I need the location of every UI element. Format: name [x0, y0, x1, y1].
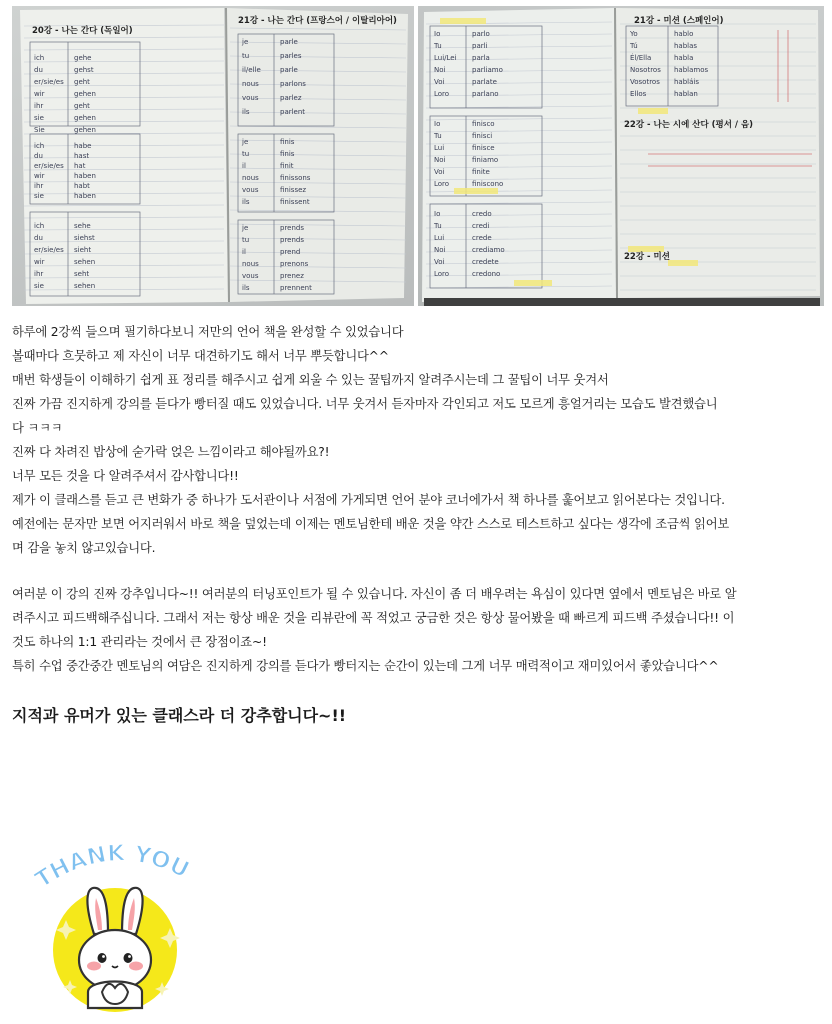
note-row: vous — [242, 272, 259, 280]
note-value: parlons — [280, 80, 306, 88]
note-value: finisce — [472, 144, 495, 152]
note-value: credono — [472, 270, 501, 278]
note-value: parlent — [280, 108, 306, 116]
note-value: habláis — [674, 78, 699, 86]
note-row: tu — [242, 52, 250, 60]
note-row: je — [242, 38, 249, 46]
note-row: vous — [242, 94, 259, 102]
note-value: hablamos — [674, 66, 709, 74]
thank-you-sticker — [30, 842, 200, 1012]
note-value: credi — [472, 222, 490, 230]
note-row: er/sie/es — [34, 78, 64, 86]
note-row: nous — [242, 80, 259, 88]
note-row: nous — [242, 174, 259, 182]
note-value: prennent — [280, 284, 312, 292]
note-value: finisci — [472, 132, 493, 140]
note-row: Nosotros — [630, 66, 661, 74]
notebook-photos — [0, 0, 832, 312]
note-value: haben — [74, 192, 96, 200]
right-page-title: 21강 - 나는 간다 (프랑스어 / 이탈리아어) — [238, 16, 397, 26]
review-line: 특히 수업 중간중간 멘토님의 여담은 진지하게 강의를 듣다가 빵터지는 순간이 있는데 그게 너무 매력적이고 재미있어서 좋았습니다^^ — [12, 659, 719, 673]
review-line: 매번 학생들이 이해하기 쉽게 표 정리를 해주시고 쉽게 외울 수 있는 꿀팁까지 알려주시는데 그 꿀팁이 너무 웃겨서 — [12, 373, 609, 387]
note-value: sehe — [74, 222, 91, 230]
note-row: il/elle — [242, 66, 261, 74]
note-value: parlano — [472, 90, 499, 98]
note-value: parle — [280, 38, 298, 46]
review-line: 너무 모든 것을 다 알려주셔서 감사합니다!! — [12, 469, 239, 483]
note-row: sie — [34, 192, 44, 200]
bunny-thank-you-sticker-icon — [30, 842, 200, 1012]
note-row: wir — [34, 172, 45, 180]
note-value: prends — [280, 224, 305, 232]
note-row: Noi — [434, 66, 446, 74]
note-row: Tu — [434, 222, 442, 230]
note-row: Vosotros — [630, 78, 660, 86]
note-row: Io — [434, 210, 441, 218]
note-value: gehen — [74, 90, 96, 98]
note-value: gehen — [74, 114, 96, 122]
note-row: Noi — [434, 156, 446, 164]
note-row: ils — [242, 108, 250, 116]
note-value: hablan — [674, 90, 698, 98]
note-row: tu — [242, 236, 250, 244]
note-value: geht — [74, 102, 90, 110]
review-line: 것도 하나의 1:1 관리라는 것에서 큰 장점이죠~! — [12, 635, 267, 649]
note-value: parla — [472, 54, 490, 62]
notebook-photo-right — [418, 6, 824, 306]
note-value: crede — [472, 234, 492, 242]
note-row: Yo — [630, 30, 638, 38]
note-row: ils — [242, 198, 250, 206]
note-row: Tu — [434, 132, 442, 140]
note-row: Voi — [434, 78, 445, 86]
left-page-title: 20강 - 나는 간다 (독일어) — [32, 26, 133, 36]
note-value: hablo — [674, 30, 694, 38]
note-value: habt — [74, 182, 90, 190]
note-row: Loro — [434, 180, 450, 188]
note-row: il — [242, 248, 246, 256]
note-row: sie — [34, 114, 44, 122]
note-value: prend — [280, 248, 301, 256]
note-value: finissez — [280, 186, 307, 194]
note-row: Tú — [630, 42, 638, 50]
right-page-title-2: 22강 - 나는 시에 산다 (평서 / 음) — [624, 120, 754, 130]
note-row: ihr — [34, 102, 44, 110]
review-closing: 지적과 유머가 있는 클래스라 더 강추합니다~!! — [12, 706, 347, 725]
note-value: sehen — [74, 282, 96, 290]
review-line: 다 ㅋㅋㅋ — [12, 421, 63, 435]
note-value: finissent — [280, 198, 310, 206]
note-row: ihr — [34, 270, 44, 278]
note-value: sehen — [74, 258, 96, 266]
note-row: sie — [34, 282, 44, 290]
note-value: gehen — [74, 126, 96, 134]
note-row: Lui — [434, 144, 445, 152]
note-row: Loro — [434, 270, 450, 278]
note-row: er/sie/es — [34, 162, 64, 170]
note-row: je — [242, 138, 249, 146]
note-row: du — [34, 66, 43, 74]
note-value: parlate — [472, 78, 497, 86]
note-row: ich — [34, 54, 45, 62]
note-row: tu — [242, 150, 250, 158]
note-value: parles — [280, 52, 302, 60]
note-value: finiamo — [472, 156, 499, 164]
note-row: Él/Ella — [630, 54, 652, 62]
review-line: 여러분 이 강의 진짜 강추입니다~!! 여러분의 터닝포인트가 될 수 있습니다. 자신이 좀 더 배우려는 욕심이 있다면 옆에서 멘토님은 바로 알 — [12, 587, 737, 601]
review-line: 진짜 다 차려진 밥상에 숟가락 얹은 느낌이라고 해야될까요?! — [12, 445, 330, 459]
note-value: habe — [74, 142, 92, 150]
note-value: haben — [74, 172, 96, 180]
note-value: prenez — [280, 272, 304, 280]
note-value: credete — [472, 258, 499, 266]
note-row: Io — [434, 120, 441, 128]
note-value: hat — [74, 162, 86, 170]
note-value: crediamo — [472, 246, 505, 254]
note-value: gehe — [74, 54, 92, 62]
note-value: hablas — [674, 42, 698, 50]
review-line: 볼때마다 흐뭇하고 제 자신이 너무 대견하기도 해서 너무 뿌듯합니다^^ — [12, 349, 389, 363]
note-value: credo — [472, 210, 492, 218]
right-page-title: 21강 - 미션 (스페인어) — [634, 16, 724, 26]
note-row: du — [34, 234, 43, 242]
note-row: ich — [34, 222, 45, 230]
note-row: nous — [242, 260, 259, 268]
review-line: 예전에는 문자만 보면 어지러워서 바로 책을 덮었는데 이제는 멘토님한테 배운 것을 약간 스스로 테스트하고 싶다는 생각에 조금씩 읽어보 — [12, 517, 730, 531]
note-row: il — [242, 162, 246, 170]
notebook-photo-left — [12, 6, 414, 306]
note-value: habla — [674, 54, 694, 62]
note-value: finite — [472, 168, 490, 176]
note-row: Noi — [434, 246, 446, 254]
note-row: Lui/Lei — [434, 54, 457, 62]
review-line: 려주시고 피드백해주십니다. 그래서 저는 항상 배운 것을 리뷰란에 꼭 적었고 궁금한 것은 항상 물어봤을 때 빠르게 피드백 주셨습니다!! 이 — [12, 611, 735, 625]
note-value: finis — [280, 138, 295, 146]
note-value: parlo — [472, 30, 490, 38]
note-value: finisco — [472, 120, 495, 128]
note-row: wir — [34, 258, 45, 266]
note-row: Voi — [434, 258, 445, 266]
note-row: Sie — [34, 126, 45, 134]
review-line: 하루에 2강씩 들으며 필기하다보니 저만의 언어 책을 완성할 수 있었습니다 — [12, 325, 404, 339]
review-text — [12, 320, 824, 728]
note-value: parliamo — [472, 66, 503, 74]
note-row: ils — [242, 284, 250, 292]
note-row: wir — [34, 90, 45, 98]
right-page-title-3: 22강 - 미션 — [624, 252, 670, 262]
sticker-text: THANK YOU — [30, 842, 194, 894]
note-row: je — [242, 224, 249, 232]
note-row: Lui — [434, 234, 445, 242]
note-row: er/sie/es — [34, 246, 64, 254]
note-value: parli — [472, 42, 488, 50]
note-value: seht — [74, 270, 90, 278]
note-row: ihr — [34, 182, 44, 190]
note-value: prends — [280, 236, 305, 244]
note-value: siehst — [74, 234, 95, 242]
note-value: finit — [280, 162, 294, 170]
note-value: finis — [280, 150, 295, 158]
note-value: gehst — [74, 66, 94, 74]
notebook-paper-left — [12, 6, 414, 306]
note-row: Tu — [434, 42, 442, 50]
note-row: Voi — [434, 168, 445, 176]
note-value: hast — [74, 152, 90, 160]
note-row: ich — [34, 142, 45, 150]
note-value: finissons — [280, 174, 311, 182]
note-row: du — [34, 152, 43, 160]
note-value: parlez — [280, 94, 302, 102]
note-value: geht — [74, 78, 90, 86]
note-row: Io — [434, 30, 441, 38]
note-value: prenons — [280, 260, 309, 268]
note-row: Loro — [434, 90, 450, 98]
note-row: Ellos — [630, 90, 647, 98]
review-line: 제가 이 클래스를 듣고 큰 변화가 중 하나가 도서관이나 서점에 가게되면 언어 분야 코너에가서 책 하나를 훑어보고 읽어본다는 것입니다. — [12, 493, 725, 507]
note-row: vous — [242, 186, 259, 194]
review-line: 진짜 가끔 진지하게 강의를 듣다가 빵터질 때도 있었습니다. 너무 웃겨서 듣자마자 각인되고 저도 모르게 흥얼거리는 모습도 발견했습니 — [12, 397, 718, 411]
note-value: finiscono — [472, 180, 504, 188]
note-value: parle — [280, 66, 298, 74]
review-line: 며 감을 놓치 않고있습니다. — [12, 541, 156, 555]
note-value: sieht — [74, 246, 92, 254]
